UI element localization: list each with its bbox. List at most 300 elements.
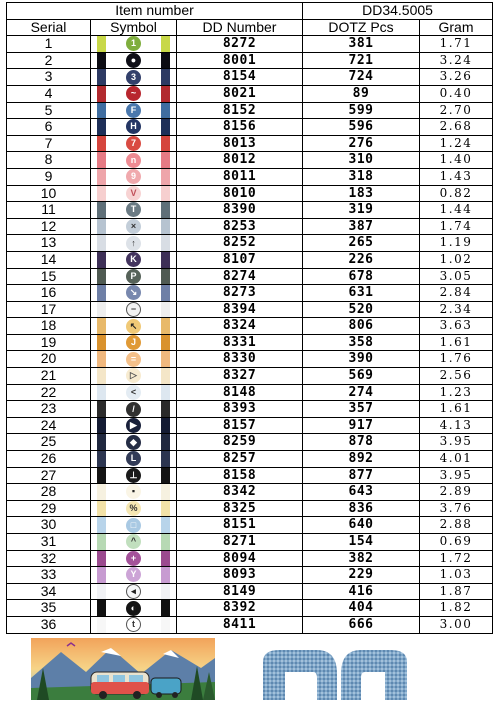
serial-cell: 6	[7, 119, 91, 136]
color-swatch	[97, 517, 106, 533]
dd-number-cell: 8392	[177, 600, 303, 617]
footer-art	[0, 638, 495, 700]
symbol-badge: ↑	[126, 236, 141, 251]
dd-number-cell: 8271	[177, 534, 303, 551]
symbol-badge: t	[126, 617, 141, 632]
serial-cell: 13	[7, 235, 91, 252]
color-swatch	[97, 152, 106, 168]
symbol-cell	[91, 185, 177, 202]
symbol-cell	[91, 52, 177, 69]
serial-cell: 12	[7, 218, 91, 235]
table-row	[7, 318, 493, 335]
color-chart-table	[6, 2, 493, 634]
serial-cell: 26	[7, 451, 91, 468]
symbol-badge: ▷	[126, 368, 141, 383]
symbol-badge: =	[126, 352, 141, 367]
color-swatch	[161, 335, 170, 351]
gram-cell: 3.05	[420, 268, 493, 285]
symbol-cell	[91, 69, 177, 86]
serial-cell: 33	[7, 567, 91, 584]
gram-cell: 1.71	[420, 36, 493, 53]
table-row	[7, 218, 493, 235]
color-swatch	[97, 252, 106, 268]
symbol-badge: ▪	[126, 484, 141, 499]
serial-cell: 15	[7, 268, 91, 285]
symbol-badge: %	[126, 501, 141, 516]
kit-code-header: DD34.5005	[303, 3, 493, 20]
table-row	[7, 334, 493, 351]
symbol-badge: /	[126, 402, 141, 417]
dotz-pcs-cell: 357	[303, 401, 420, 418]
serial-cell: 31	[7, 534, 91, 551]
color-swatch	[161, 235, 170, 251]
dd-number-cell: 8274	[177, 268, 303, 285]
dd-number-cell: 8325	[177, 500, 303, 517]
color-swatch	[161, 302, 170, 318]
dd-number-cell: 8273	[177, 285, 303, 302]
color-swatch	[161, 617, 170, 633]
dotz-pcs-cell: 678	[303, 268, 420, 285]
color-swatch	[161, 567, 170, 583]
color-swatch	[161, 219, 170, 235]
symbol-cell	[91, 152, 177, 169]
gram-cell: 4.01	[420, 451, 493, 468]
color-swatch	[161, 534, 170, 550]
dotz-pcs-cell: 381	[303, 36, 420, 53]
symbol-cell	[91, 85, 177, 102]
color-swatch	[161, 186, 170, 202]
color-swatch	[161, 368, 170, 384]
symbol-cell	[91, 285, 177, 302]
symbol-badge: ⊥	[126, 468, 141, 483]
color-swatch	[161, 584, 170, 600]
symbol-cell	[91, 251, 177, 268]
color-swatch	[161, 103, 170, 119]
serial-cell: 29	[7, 500, 91, 517]
color-swatch	[161, 468, 170, 484]
color-swatch	[161, 269, 170, 285]
dotz-pcs-cell: 390	[303, 351, 420, 368]
color-swatch	[161, 451, 170, 467]
color-swatch	[161, 351, 170, 367]
table-row	[7, 534, 493, 551]
table-row	[7, 434, 493, 451]
gram-cell: 4.13	[420, 417, 493, 434]
serial-cell: 1	[7, 36, 91, 53]
color-swatch	[97, 103, 106, 119]
color-swatch	[161, 517, 170, 533]
dd-number-header: DD Number	[177, 19, 303, 36]
color-swatch	[161, 401, 170, 417]
serial-cell: 7	[7, 135, 91, 152]
dd-number-cell: 8154	[177, 69, 303, 86]
dotz-pcs-cell: 724	[303, 69, 420, 86]
dd-number-cell: 8393	[177, 401, 303, 418]
symbol-cell	[91, 567, 177, 584]
dotz-pcs-cell: 599	[303, 102, 420, 119]
gram-cell: 1.76	[420, 351, 493, 368]
color-swatch	[97, 451, 106, 467]
symbol-cell	[91, 434, 177, 451]
table-row	[7, 600, 493, 617]
symbol-badge: ×	[126, 219, 141, 234]
table-row	[7, 401, 493, 418]
table-row	[7, 268, 493, 285]
gram-cell: 3.63	[420, 318, 493, 335]
serial-header: Serial	[7, 19, 91, 36]
serial-cell: 28	[7, 484, 91, 501]
dd-number-cell: 8093	[177, 567, 303, 584]
color-swatch	[97, 401, 106, 417]
symbol-badge: V	[126, 186, 141, 201]
symbol-badge: <	[126, 385, 141, 400]
color-swatch	[97, 269, 106, 285]
dd-number-cell: 8011	[177, 168, 303, 185]
color-swatch	[97, 119, 106, 135]
dd-number-cell: 8330	[177, 351, 303, 368]
table-row	[7, 69, 493, 86]
color-swatch	[97, 169, 106, 185]
symbol-badge: ◐	[126, 601, 141, 616]
table-row	[7, 451, 493, 468]
dotz-pcs-cell: 721	[303, 52, 420, 69]
color-swatch	[97, 551, 106, 567]
symbol-badge: ◂	[126, 584, 141, 599]
dd-number-cell: 8259	[177, 434, 303, 451]
serial-cell: 8	[7, 152, 91, 169]
gram-cell: 3.95	[420, 434, 493, 451]
symbol-cell	[91, 318, 177, 335]
color-swatch	[161, 285, 170, 301]
color-swatch	[161, 202, 170, 218]
color-swatch	[161, 53, 170, 69]
color-swatch	[97, 36, 106, 52]
symbol-badge: 7	[126, 136, 141, 151]
serial-cell: 19	[7, 334, 91, 351]
dotz-pcs-cell: 229	[303, 567, 420, 584]
dotz-pcs-cell: 643	[303, 484, 420, 501]
symbol-cell	[91, 334, 177, 351]
color-swatch	[97, 617, 106, 633]
color-swatch	[97, 285, 106, 301]
serial-cell: 2	[7, 52, 91, 69]
serial-cell: 30	[7, 517, 91, 534]
symbol-badge: T	[126, 202, 141, 217]
dotz-pcs-cell: 89	[303, 85, 420, 102]
symbol-cell	[91, 600, 177, 617]
dd-number-cell: 8158	[177, 467, 303, 484]
serial-cell: 3	[7, 69, 91, 86]
symbol-badge: F	[126, 103, 141, 118]
dd-number-cell: 8001	[177, 52, 303, 69]
gram-cell: 0.82	[420, 185, 493, 202]
dotz-pcs-cell: 416	[303, 583, 420, 600]
symbol-cell	[91, 401, 177, 418]
table-row	[7, 135, 493, 152]
color-swatch	[97, 202, 106, 218]
table-row	[7, 202, 493, 219]
color-swatch	[97, 368, 106, 384]
gram-cell: 1.24	[420, 135, 493, 152]
color-swatch	[97, 219, 106, 235]
dd-number-cell: 8252	[177, 235, 303, 252]
color-swatch	[97, 235, 106, 251]
gram-cell: 1.40	[420, 152, 493, 169]
color-swatch	[161, 252, 170, 268]
color-swatch	[97, 600, 106, 616]
symbol-cell	[91, 484, 177, 501]
gram-cell: 3.76	[420, 500, 493, 517]
gram-cell: 2.56	[420, 368, 493, 385]
table-row	[7, 384, 493, 401]
symbol-cell	[91, 583, 177, 600]
dotz-pcs-cell: 596	[303, 119, 420, 136]
table-row	[7, 152, 493, 169]
color-swatch	[97, 534, 106, 550]
table-row	[7, 616, 493, 633]
dd-number-cell: 8331	[177, 334, 303, 351]
dotz-pcs-cell: 310	[303, 152, 420, 169]
serial-cell: 32	[7, 550, 91, 567]
dotz-pcs-cell: 274	[303, 384, 420, 401]
gram-cell: 1.82	[420, 600, 493, 617]
gram-cell: 1.23	[420, 384, 493, 401]
symbol-cell	[91, 268, 177, 285]
gram-cell: 2.84	[420, 285, 493, 302]
dotz-pcs-cell: 877	[303, 467, 420, 484]
dotz-pcs-cell: 226	[303, 251, 420, 268]
color-swatch	[97, 302, 106, 318]
serial-cell: 36	[7, 616, 91, 633]
symbol-badge: +	[126, 551, 141, 566]
dd-number-cell: 8157	[177, 417, 303, 434]
dotz-pcs-cell: 631	[303, 285, 420, 302]
table-row	[7, 484, 493, 501]
gram-cell: 0.40	[420, 85, 493, 102]
serial-cell: 14	[7, 251, 91, 268]
symbol-badge: □	[126, 518, 141, 533]
table-row	[7, 251, 493, 268]
color-swatch	[97, 69, 106, 85]
symbol-badge: 1	[126, 36, 141, 51]
symbol-badge: ↘	[126, 285, 141, 300]
symbol-cell	[91, 351, 177, 368]
chart-rows	[7, 36, 493, 633]
color-swatch	[97, 468, 106, 484]
gram-cell: 2.88	[420, 517, 493, 534]
dd-number-cell: 8411	[177, 616, 303, 633]
dd-number-cell: 8151	[177, 517, 303, 534]
color-swatch	[161, 169, 170, 185]
symbol-badge: H	[126, 119, 141, 134]
color-swatch	[161, 600, 170, 616]
table-row	[7, 368, 493, 385]
dd-number-cell: 8272	[177, 36, 303, 53]
symbol-badge: ▶	[126, 418, 141, 433]
dd-number-cell: 8012	[177, 152, 303, 169]
serial-cell: 10	[7, 185, 91, 202]
symbol-cell	[91, 301, 177, 318]
color-swatch	[97, 484, 106, 500]
symbol-cell	[91, 550, 177, 567]
serial-cell: 27	[7, 467, 91, 484]
table-row	[7, 467, 493, 484]
table-row	[7, 168, 493, 185]
dotz-pcs-cell: 154	[303, 534, 420, 551]
symbol-badge: L	[126, 451, 141, 466]
dotz-pcs-cell: 319	[303, 202, 420, 219]
symbol-cell	[91, 36, 177, 53]
symbol-badge: 3	[126, 70, 141, 85]
symbol-cell	[91, 235, 177, 252]
gram-cell: 3.26	[420, 69, 493, 86]
group-header-row	[7, 3, 493, 20]
dotz-pcs-cell: 183	[303, 185, 420, 202]
color-swatch	[161, 484, 170, 500]
gram-cell: 3.00	[420, 616, 493, 633]
table-row	[7, 301, 493, 318]
dotz-pcs-cell: 666	[303, 616, 420, 633]
symbol-badge: ~	[126, 86, 141, 101]
table-row	[7, 102, 493, 119]
landscape-van-painting-icon	[31, 638, 215, 700]
serial-cell: 18	[7, 318, 91, 335]
serial-cell: 25	[7, 434, 91, 451]
symbol-cell	[91, 384, 177, 401]
serial-cell: 20	[7, 351, 91, 368]
color-swatch	[161, 69, 170, 85]
table-row	[7, 550, 493, 567]
gram-cell: 1.02	[420, 251, 493, 268]
color-swatch	[161, 434, 170, 450]
serial-cell: 16	[7, 285, 91, 302]
table-row	[7, 285, 493, 302]
dotz-pcs-cell: 806	[303, 318, 420, 335]
gram-header: Gram	[420, 19, 493, 36]
symbol-badge: ●	[126, 53, 141, 68]
table-row	[7, 500, 493, 517]
table-row	[7, 517, 493, 534]
dotz-pcs-cell: 520	[303, 301, 420, 318]
color-swatch	[97, 418, 106, 434]
color-swatch	[161, 86, 170, 102]
table-row	[7, 417, 493, 434]
gram-cell: 2.34	[420, 301, 493, 318]
symbol-cell	[91, 102, 177, 119]
dd-logo-icon	[255, 650, 415, 705]
dd-number-cell: 8327	[177, 368, 303, 385]
dd-number-cell: 8324	[177, 318, 303, 335]
color-swatch	[161, 318, 170, 334]
gram-cell: 1.61	[420, 334, 493, 351]
gram-cell: 3.95	[420, 467, 493, 484]
gram-cell: 1.03	[420, 567, 493, 584]
symbol-cell	[91, 467, 177, 484]
dotz-pcs-cell: 265	[303, 235, 420, 252]
symbol-badge: P	[126, 269, 141, 284]
table-row	[7, 52, 493, 69]
table-row	[7, 119, 493, 136]
color-swatch	[97, 385, 106, 401]
serial-cell: 21	[7, 368, 91, 385]
serial-cell: 4	[7, 85, 91, 102]
symbol-badge: −	[126, 302, 141, 317]
dd-number-cell: 8021	[177, 85, 303, 102]
color-swatch	[97, 584, 106, 600]
serial-cell: 35	[7, 600, 91, 617]
table-row	[7, 85, 493, 102]
symbol-cell	[91, 168, 177, 185]
dotz-pcs-cell: 382	[303, 550, 420, 567]
dd-number-cell: 8013	[177, 135, 303, 152]
table-row	[7, 351, 493, 368]
symbol-badge: ◆	[126, 435, 141, 450]
symbol-badge: J	[126, 335, 141, 350]
serial-cell: 23	[7, 401, 91, 418]
gram-cell: 1.19	[420, 235, 493, 252]
color-swatch	[97, 136, 106, 152]
color-swatch	[97, 567, 106, 583]
color-swatch	[161, 136, 170, 152]
dotz-pcs-cell: 892	[303, 451, 420, 468]
dd-number-cell: 8156	[177, 119, 303, 136]
symbol-cell	[91, 417, 177, 434]
symbol-cell	[91, 616, 177, 633]
symbol-cell	[91, 368, 177, 385]
gram-cell: 1.44	[420, 202, 493, 219]
dd-number-cell: 8107	[177, 251, 303, 268]
symbol-cell	[91, 451, 177, 468]
color-swatch	[97, 86, 106, 102]
dotz-pcs-cell: 404	[303, 600, 420, 617]
dotz-pcs-cell: 917	[303, 417, 420, 434]
color-swatch	[161, 152, 170, 168]
table-row	[7, 36, 493, 53]
symbol-badge: n	[126, 153, 141, 168]
serial-cell: 22	[7, 384, 91, 401]
symbol-badge: 9	[126, 169, 141, 184]
gram-cell: 1.61	[420, 401, 493, 418]
gram-cell: 1.87	[420, 583, 493, 600]
dd-number-cell: 8148	[177, 384, 303, 401]
color-swatch	[97, 186, 106, 202]
dd-number-cell: 8390	[177, 202, 303, 219]
color-swatch	[161, 385, 170, 401]
dotz-pcs-header: DOTZ Pcs	[303, 19, 420, 36]
gram-cell: 2.68	[420, 119, 493, 136]
symbol-cell	[91, 119, 177, 136]
serial-cell: 9	[7, 168, 91, 185]
color-swatch	[161, 418, 170, 434]
symbol-badge: ↖	[126, 319, 141, 334]
serial-cell: 17	[7, 301, 91, 318]
dd-number-cell: 8094	[177, 550, 303, 567]
symbol-cell	[91, 534, 177, 551]
table-row	[7, 583, 493, 600]
symbol-header: Symbol	[91, 19, 177, 36]
dd-number-cell: 8010	[177, 185, 303, 202]
serial-cell: 11	[7, 202, 91, 219]
color-swatch	[97, 53, 106, 69]
dotz-pcs-cell: 387	[303, 218, 420, 235]
color-swatch	[97, 318, 106, 334]
table-row	[7, 567, 493, 584]
color-swatch	[97, 351, 106, 367]
serial-cell: 24	[7, 417, 91, 434]
gram-cell: 1.72	[420, 550, 493, 567]
dotz-pcs-cell: 640	[303, 517, 420, 534]
symbol-chart-sheet	[6, 2, 492, 634]
